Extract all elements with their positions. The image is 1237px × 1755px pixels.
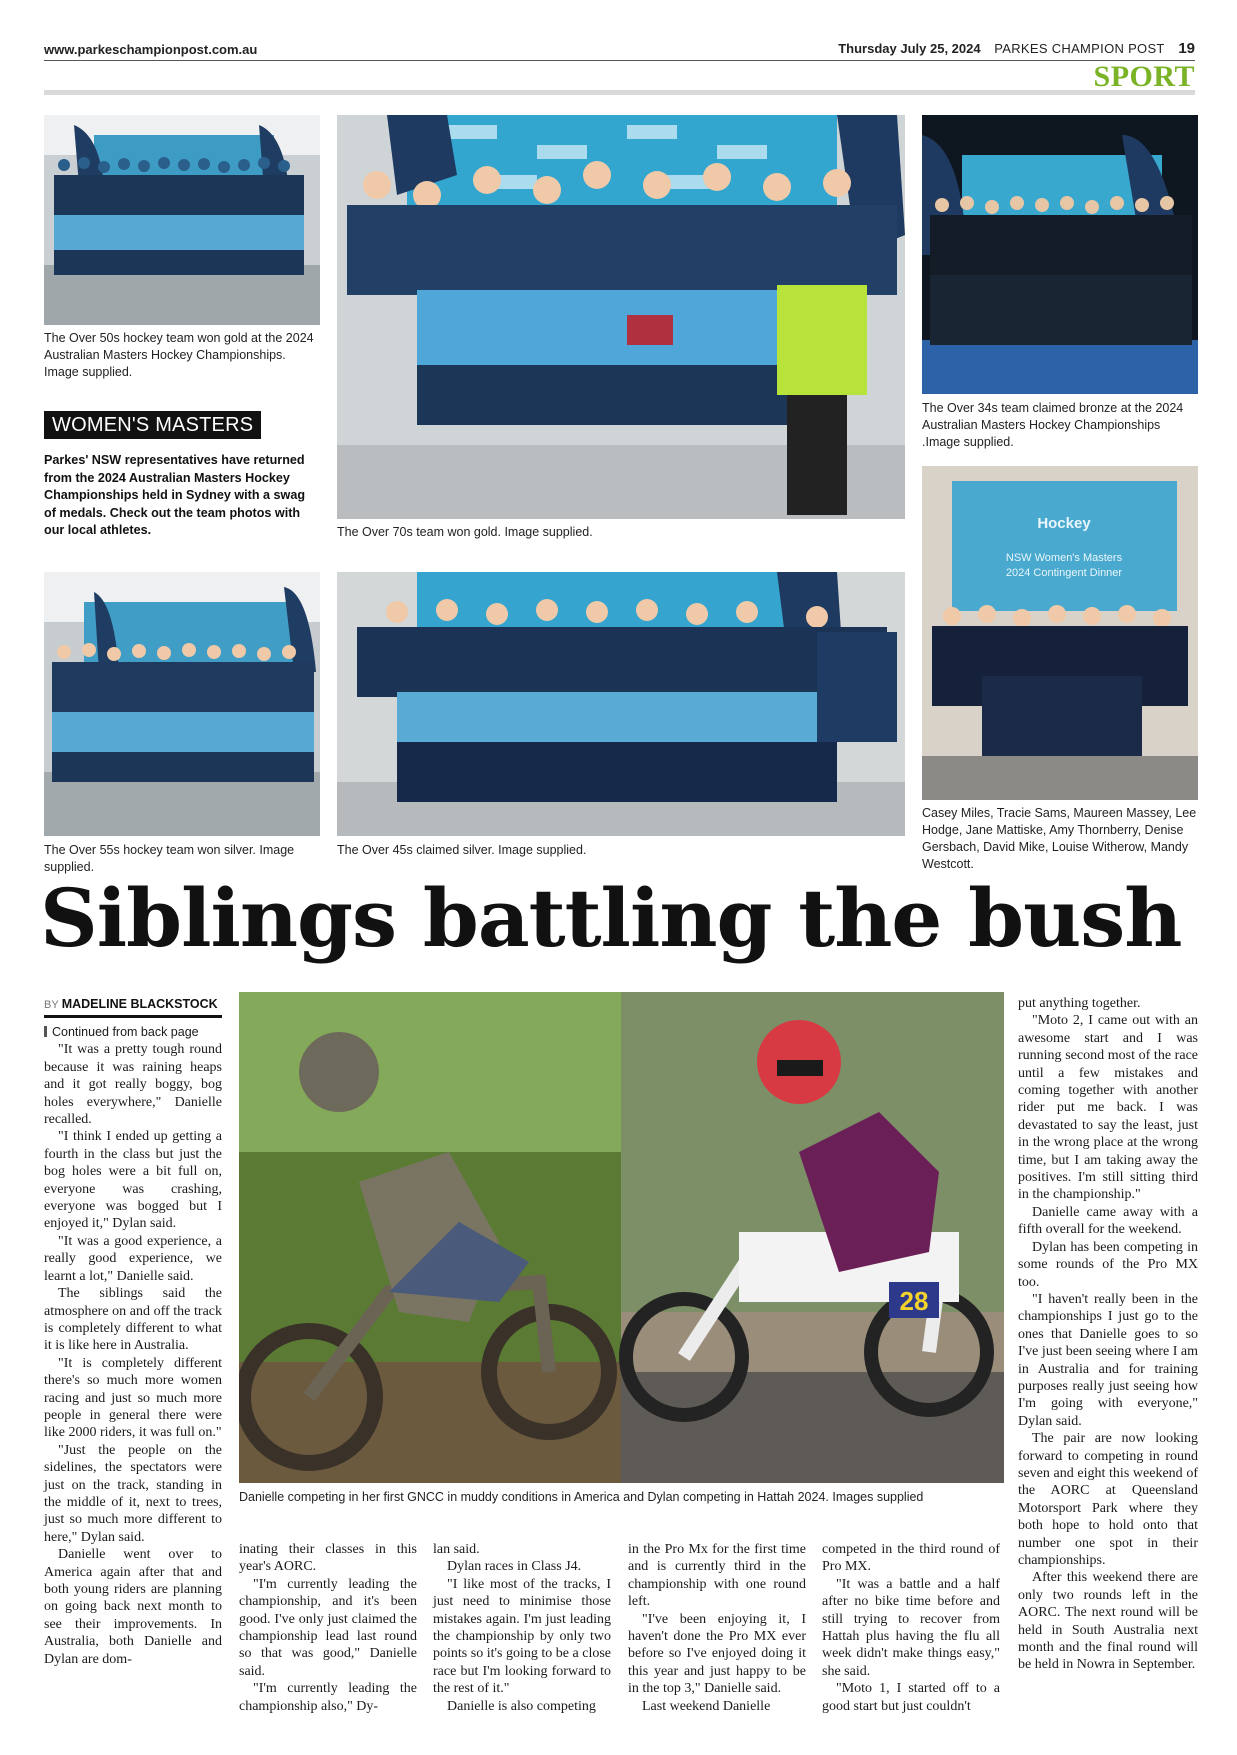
paragraph: inating their classes in this year's AORC.	[239, 1542, 417, 1575]
paragraph: "I haven't really been in the championships I just go to the ones that Danielle goes to so I've just been seeing where I am in Australia and for training purposes really just seeing how I'm going with everyone," Dylan said.	[1018, 1291, 1198, 1429]
caption-over-55s: The Over 55s hockey team won silver. Image supplied.	[44, 843, 295, 874]
issue-date: Thursday July 25, 2024	[838, 41, 981, 56]
bike-number: 28	[899, 1286, 929, 1316]
paragraph: Danielle came away with a fifth overall for the weekend.	[1018, 1204, 1198, 1238]
caption-over-34s: The Over 34s team claimed bronze at the 2024 Australian Masters Hockey Championships .Image supplied.	[922, 401, 1184, 449]
paragraph: "It was a good experience, a really good experience, we learnt a lot," Danielle said.	[44, 1233, 222, 1284]
paragraph: Dylan has been competing in some rounds of the Pro MX too.	[1018, 1239, 1198, 1290]
paragraph: put anything together.	[1018, 996, 1141, 1011]
caption-over-45s: The Over 45s claimed silver. Image supplied.	[337, 843, 587, 857]
article-column-6	[1018, 995, 1198, 1674]
continued-note: Continued from back page	[44, 1024, 222, 1041]
screen-brand: Hockey	[1037, 515, 1091, 532]
paragraph: Last weekend Danielle	[642, 1698, 771, 1714]
section-band	[44, 90, 1195, 95]
paragraph: lan said.	[433, 1542, 480, 1557]
article-column-5	[822, 1541, 1000, 1715]
paragraph: competed in the third round of Pro MX.	[822, 1542, 1000, 1575]
paragraph: Dylan races in Class J4.	[447, 1559, 582, 1575]
screen-line-2: 2024 Contingent Dinner	[1005, 567, 1123, 579]
paragraph: "I like most of the tracks, I just need to minimise those mistakes again. I'm just leading the championship by only two points so it's going to be a close race but I'm looking forward to the rest of it."	[433, 1576, 611, 1697]
paragraph: "It was a battle and a half after no bike time before and still trying to recover from Hattah plus having the flu all week didn't make things easy," she said.	[822, 1576, 1000, 1679]
byline-prefix: BY	[44, 999, 59, 1011]
paragraph: "I'm currently leading the championship, and it's been good. I've only just claimed the championship lead last round so that was good," Danielle said.	[239, 1576, 417, 1679]
page-number: 19	[1178, 40, 1195, 57]
paragraph: "Moto 1, I started off to a good start but just couldn't	[822, 1681, 1000, 1714]
paragraph: Danielle went over to America again after that and both young riders are planning on going back next month to see their improvements. In Australia, both Danielle and Dylan are dom-	[44, 1547, 222, 1667]
masters-intro: Parkes' NSW representatives have returned from the 2024 Australian Masters Hockey Championships held in Sydney with a swag of medals. Check out the team photos with our local athletes.	[44, 453, 306, 538]
paragraph: Danielle is also competing	[447, 1698, 596, 1714]
section-label: SPORT	[1093, 60, 1195, 93]
caption-motocross: Danielle competing in her first GNCC in muddy conditions in America and Dylan competing in Hattah 2024. Images supplied	[239, 1490, 924, 1504]
section-kicker: WOMEN'S MASTERS	[44, 411, 261, 439]
photo-contingent-dinner	[922, 466, 1198, 800]
byline	[44, 997, 218, 1011]
screen-line-1: NSW Women's Masters	[1005, 552, 1123, 564]
photo-over-34s	[922, 115, 1198, 394]
website-url: www.parkeschampionpost.com.au	[44, 42, 258, 57]
paragraph: in the Pro Mx for the first time and is currently third in the championship with one round left.	[628, 1542, 806, 1610]
caption-contingent-dinner: Casey Miles, Tracie Sams, Maureen Massey, Lee Hodge, Jane Mattiske, Amy Thornberry, Denise Gersbach, David Mike, Louise Witherow, Mandy Westcott.	[922, 806, 1197, 871]
header-rule	[44, 60, 1195, 61]
paragraph: "I'm currently leading the championship also," Dy-	[239, 1681, 417, 1714]
paragraph: After this weekend there are only two rounds left in the AORC. The next round will be held in South Australia next month and the final round will be held in Nowra in September.	[1018, 1570, 1198, 1673]
publication-name: PARKES CHAMPION POST	[994, 41, 1165, 56]
photo-motocross	[239, 992, 1004, 1483]
paragraph: "I think I ended up getting a fourth in the class but just the bog holes were a bit full on, everyone was crashing, everyone was bogged but I enjoyed it," Dylan said.	[44, 1129, 222, 1232]
paragraph: "Moto 2, I came out with an awesome start and I was running second most of the race until a few mistakes and coming together with another rider put me back. I was devastated to say the least, just in the wrong place at the wrong time, but I am taking away the positives. I'm still sitting third in the championship."	[1018, 1013, 1198, 1203]
caption-over-50s: The Over 50s hockey team won gold at the 2024 Australian Masters Hockey Championships. Image supplied.	[44, 331, 314, 379]
photo-over-50s	[44, 115, 320, 325]
byline-name: MADELINE BLACKSTOCK	[61, 997, 218, 1011]
page-header-info	[838, 40, 1195, 57]
photo-over-70s	[337, 115, 905, 519]
paragraph: "It is completely different there's so much more women racing and just so much more people in general there were like 2000 riders, it was full on."	[44, 1355, 222, 1441]
paragraph: "I've been enjoying it, I haven't done the Pro MX ever before so I've enjoyed doing it this year and just happy to be in the top 3," Danielle said.	[628, 1611, 806, 1697]
byline-rule	[44, 1015, 222, 1018]
paragraph: The siblings said the atmosphere on and off the track is completely different to what it is like here in Australia.	[44, 1286, 222, 1354]
photo-over-45s	[337, 572, 905, 836]
photo-over-55s	[44, 572, 320, 836]
article-column-1	[44, 1024, 222, 1668]
article-column-4	[628, 1541, 806, 1715]
paragraph: "It was a pretty tough round because it was raining heaps and it got really boggy, bog holes everywhere," Danielle recalled.	[44, 1042, 222, 1128]
article-column-2	[239, 1541, 417, 1715]
article-column-3	[433, 1541, 611, 1715]
paragraph: The pair are now looking forward to competing in round seven and eight this weekend of the AORC at Queensland Motorsport Park where they both hope to hold onto that number one spot in their championships.	[1018, 1431, 1198, 1568]
caption-over-70s: The Over 70s team won gold. Image supplied.	[337, 525, 593, 539]
article-headline: Siblings battling the bush	[40, 871, 1182, 965]
paragraph: "Just the people on the sidelines, the spectators were just on the track, standing in the middle of it, next to trees, just so much more different to here," Dylan said.	[44, 1442, 222, 1545]
